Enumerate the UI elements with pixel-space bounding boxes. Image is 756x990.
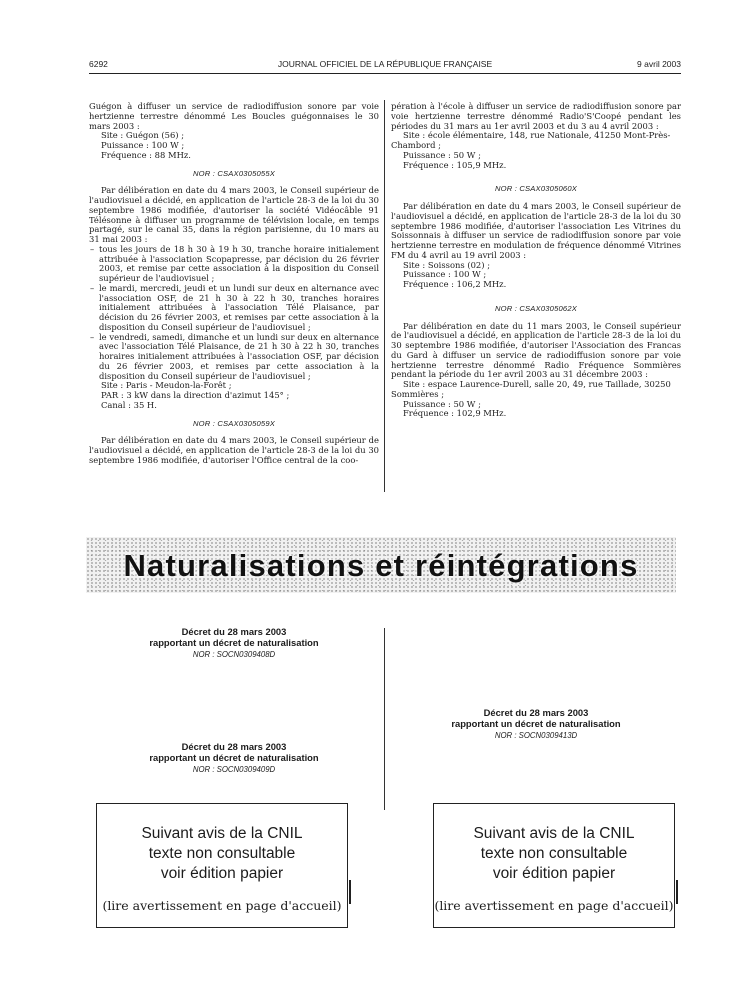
frequency-line: Fréquence : 105,9 MHz. <box>403 159 507 170</box>
list-item: – tous les jours de 18 h 30 à 19 h 30, tranche horaire initialement attribuée à l'association Scopapresse, par décision du 26 février 2003, et remise par cette association à la disposition du Conseil supérieur de l'audiovisuel ; <box>99 245 379 284</box>
page-number: 6292 <box>89 59 108 69</box>
decree-subtitle: rapportant un décret de naturalisation <box>451 718 621 729</box>
nor-reference: NOR : CSAX0305055X <box>192 168 276 178</box>
paragraph: Par délibération en date du 4 mars 2003, le Conseil supérieur de l'audiovisuel a décidé, en application de l'article 28-3 de la loi du 30 septembre 1986 modifiée, d'autoriser l'Office central de la coo- <box>89 435 379 465</box>
power-line: Puissance : 100 W ; <box>403 269 487 280</box>
notice-line: voir édition papier <box>160 865 284 882</box>
paragraph: Par délibération en date du 11 mars 2003, le Conseil supérieur de l'audiovisuel a décidé, en application de l'article 28-3 de la loi du 30 septembre 1986 modifiée, d'autoriser l'Association des Francas du Gard à diffuser un service de radiodiffusion sonore par voie hertzienne terrestre dénommé Radio Fréquence Sommières pendant la période du 1er avril 2003 au 31 décembre 2003 : <box>391 320 681 380</box>
power-line: Puissance : 50 W ; <box>403 149 481 160</box>
list-item: – le mardi, mercredi, jeudi et un lundi sur deux en alternance avec l'association OSF, de 21 h 30 à 22 h 30, tranches horaires initialement attribuées à l'association Télé Plaisance, par décision du 26 février 2003, et remises par cette association à la disposition du Conseil supérieur de l'audiovisuel ; <box>99 284 379 333</box>
site-line: Site : espace Laurence-Durell, salle 20, 49, rue Taillade, 30250 Sommières ; <box>391 379 671 399</box>
notice-line: Suivant avis de la CNIL <box>141 825 303 842</box>
frequency-line: Fréquence : 102,9 MHz. <box>403 408 507 419</box>
channel-line: Canal : 35 H. <box>101 399 157 410</box>
frequency-line: Fréquence : 88 MHz. <box>101 149 191 160</box>
section-title: Naturalisations et réintégrations <box>123 548 639 583</box>
right-column <box>391 102 681 419</box>
cnil-notice-box <box>96 803 348 928</box>
journal-title: JOURNAL OFFICIEL DE LA RÉPUBLIQUE FRANÇAISE <box>277 59 493 69</box>
nor-reference: NOR : SOCN0309408D <box>192 650 276 659</box>
decree-title: Décret du 28 mars 2003 <box>181 626 287 637</box>
list-item: – le vendredi, samedi, dimanche et un lundi sur deux en alternance avec l'association Télé Plaisance, de 21 h 30 à 22 h 30, tranches horaires initialement attribuées à l'association OSF, par décision du 26 février 2003, et remises par cette association à la disposition du Conseil supérieur de l'audiovisuel ; <box>99 333 379 382</box>
site-line: Site : Paris - Meudon-la-Forêt ; <box>101 380 232 391</box>
paragraph: Guégon à diffuser un service de radiodiffusion sonore par voie hertzienne terrestre dénommé Les Boucles guégonnaises le 30 mars 2003 : <box>89 101 379 131</box>
decree-subtitle: rapportant un décret de naturalisation <box>149 637 319 648</box>
site-line: Site : Soissons (02) ; <box>403 259 491 270</box>
column-divider <box>384 628 385 810</box>
power-line: Puissance : 100 W ; <box>101 140 185 150</box>
notice-line: texte non consultable <box>480 845 628 862</box>
decree-heading <box>89 741 379 774</box>
notice-line: voir édition papier <box>492 865 616 882</box>
column-divider <box>384 100 385 492</box>
decree-title: Décret du 28 mars 2003 <box>181 741 287 752</box>
paragraph: Par délibération en date du 4 mars 2003, le Conseil supérieur de l'audiovisuel a décidé, en application de l'article 28-3 de la loi du 30 septembre 1986 modifiée, d'autoriser la société Vidéocâble 91 Télésonne à diffuser un programme de télévision locale, en temps partagé, sur le canal 35, dans la région parisienne, du 10 mars au 31 mai 2003 : <box>89 185 379 244</box>
site-line: Site : école élémentaire, 148, rue Nationale, 41250 Mont-Près-Chambord ; <box>391 130 671 150</box>
left-column <box>89 102 379 466</box>
notice-line: Suivant avis de la CNIL <box>473 825 635 842</box>
box-mark <box>349 880 351 904</box>
nor-reference: NOR : CSAX0305062X <box>494 303 578 313</box>
nor-reference: NOR : SOCN0309413D <box>494 731 578 740</box>
nor-reference: NOR : CSAX0305060X <box>494 184 578 194</box>
paragraph: Par délibération en date du 4 mars 2003, le Conseil supérieur de l'audiovisuel a décidé, en application de l'article 28-3 de la loi du 30 septembre 1986 modifiée, d'autoriser l'association Les Vitrines du Soissonnais à diffuser un service de radiodiffusion sonore par voie hertzienne terrestre en modulation de fréquence dénommé Vitrines FM du 4 avril au 19 avril 2003 : <box>391 201 681 260</box>
notice-line: texte non consultable <box>148 845 296 862</box>
site-line: Site : Guégon (56) ; <box>101 130 185 141</box>
decree-subtitle: rapportant un décret de naturalisation <box>149 752 319 763</box>
frequency-line: Fréquence : 106,2 MHz. <box>403 279 507 289</box>
nor-reference: NOR : CSAX0305059X <box>192 418 276 428</box>
box-mark <box>676 880 678 904</box>
cnil-notice-box <box>433 803 675 928</box>
notice-note: (lire avertissement en page d'accueil) <box>102 898 342 913</box>
schedule-list <box>89 245 379 382</box>
page-header <box>89 59 681 73</box>
par-line: PAR : 3 kW dans la direction d'azimut 145° ; <box>101 390 290 400</box>
header-rule <box>89 73 681 74</box>
notice-note: (lire avertissement en page d'accueil) <box>434 898 674 913</box>
paragraph: pération à l'école à diffuser un service de radiodiffusion sonore par voie hertzienne terrestre dénommé Radio'S'Coopé pendant les périodes du 31 mars au 1er avril 2003 et du 3 au 4 avril 2003 : <box>391 101 681 131</box>
power-line: Puissance : 50 W ; <box>403 398 481 409</box>
decree-heading <box>391 707 681 740</box>
section-banner <box>86 537 676 593</box>
nor-reference: NOR : SOCN0309409D <box>192 765 276 774</box>
decree-title: Décret du 28 mars 2003 <box>483 707 589 718</box>
decree-heading <box>89 626 379 659</box>
issue-date: 9 avril 2003 <box>637 59 681 69</box>
